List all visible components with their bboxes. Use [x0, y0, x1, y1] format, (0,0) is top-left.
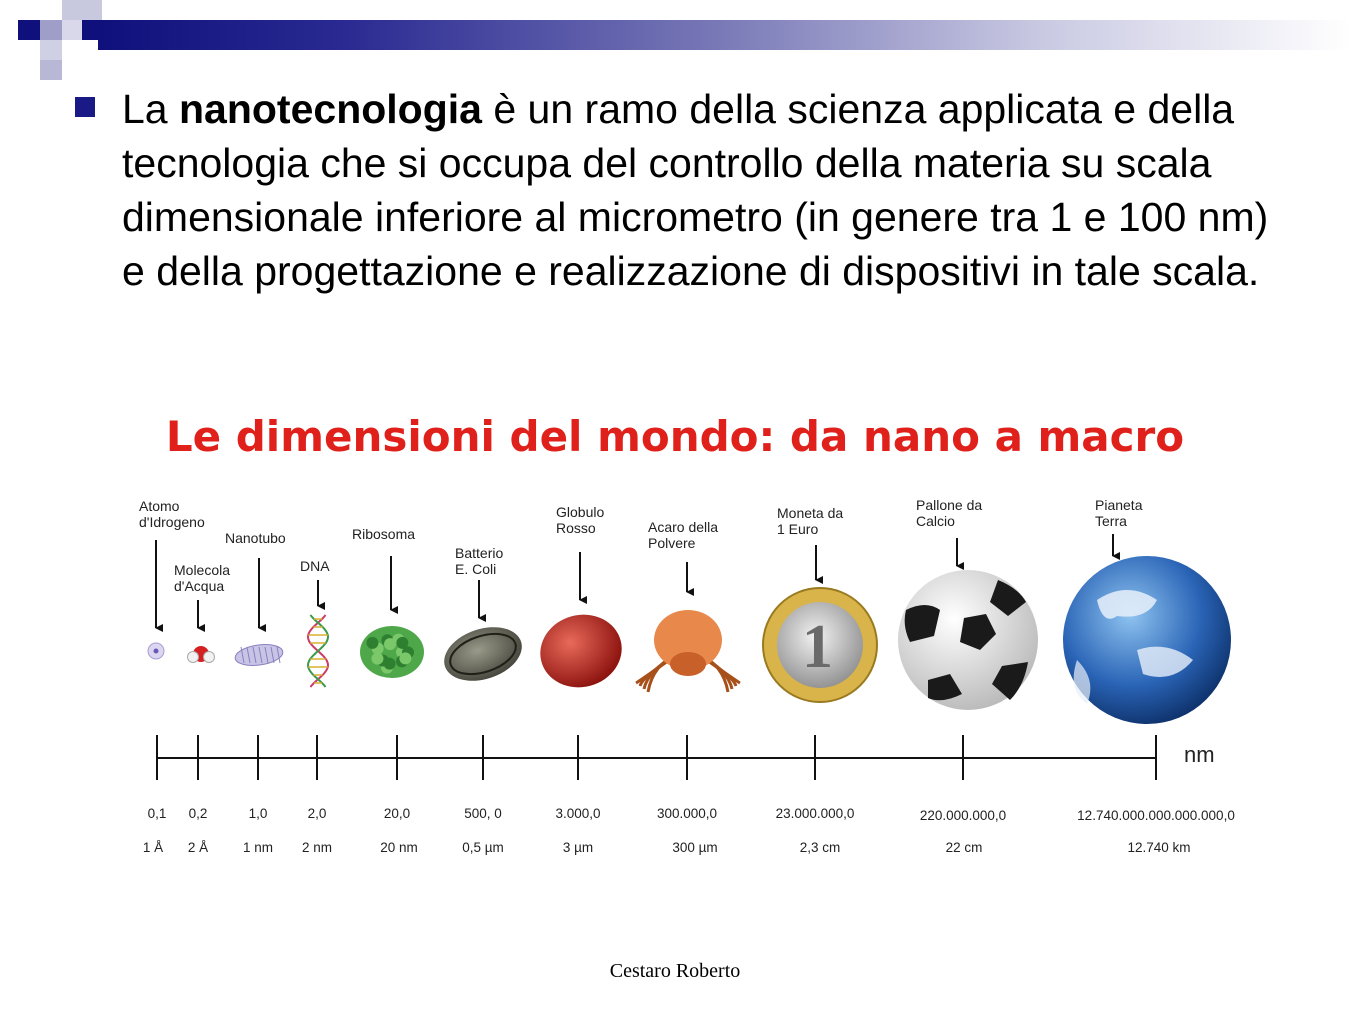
- euro-coin-icon: [763, 588, 877, 702]
- ribosome-icon: [360, 626, 424, 678]
- item-label: Ribosoma: [352, 526, 416, 542]
- scale-value: 500, 0: [464, 806, 502, 821]
- item-label: Pallone da Calcio: [916, 497, 983, 529]
- scale-value: 23.000.000,0: [775, 806, 855, 821]
- scale-value: 220.000.000,0: [919, 808, 1007, 823]
- red-blood-cell-icon: [532, 606, 630, 697]
- dna-icon: [308, 615, 328, 687]
- svg-text:1: 1: [802, 613, 833, 681]
- item-label: Pianeta Terra: [1095, 497, 1143, 529]
- dust-mite-icon: [636, 610, 740, 692]
- nanotube-icon: [234, 642, 284, 668]
- item-label: Atomo d'Idrogeno: [139, 498, 205, 530]
- scale-unit: 12.740 km: [1127, 840, 1191, 855]
- scale-unit: 300 µm: [672, 840, 718, 855]
- axis-unit-label: nm: [1184, 742, 1215, 767]
- diagram-title: Le dimensioni del mondo: da nano a macro: [165, 412, 1185, 461]
- scale-value: 300.000,0: [656, 806, 718, 821]
- item-label: Batterio E. Coli: [455, 545, 504, 577]
- scale-unit: 1 Å: [142, 840, 164, 855]
- item-label: Nanotubo: [225, 530, 286, 546]
- hydrogen-atom-icon: [148, 643, 164, 659]
- scale-unit: 3 µm: [562, 840, 594, 855]
- item-label: DNA: [300, 558, 330, 574]
- water-molecule-icon: [188, 646, 215, 663]
- scale-value: 0,2: [188, 806, 208, 821]
- soccer-ball-icon: [898, 570, 1038, 710]
- item-label: Globulo Rosso: [556, 504, 605, 536]
- scale-unit: 2,3 cm: [799, 840, 841, 855]
- scale-value: 3.000,0: [555, 806, 601, 821]
- bacterium-icon: [437, 618, 529, 690]
- scale-value: 2,0: [307, 806, 327, 821]
- earth-icon: [1063, 556, 1231, 724]
- footer-author: Cestaro Roberto: [609, 960, 741, 982]
- bullet-paragraph: La nanotecnologia è un ramo della scienza applicata e della tecnologia che si occupa del controllo della materia su scala dimensionale inferiore al micrometro (in genere tra 1 e 100 nm) e della progettazione e realizzazione di dispositivi in tale scala.: [122, 86, 1269, 294]
- bullet-keyword: nanotecnologia: [179, 86, 482, 132]
- item-label: Molecola d'Acqua: [174, 562, 231, 594]
- scale-unit: 2 Å: [187, 840, 209, 855]
- scale-unit: 20 nm: [380, 840, 418, 855]
- scale-value: 12.740.000.000.000.000,0: [1077, 808, 1235, 823]
- scale-value: 20,0: [383, 806, 411, 821]
- scale-value: 0,1: [147, 806, 167, 821]
- item-label: Moneta da 1 Euro: [777, 505, 844, 537]
- scale-unit: 22 cm: [945, 840, 983, 855]
- scale-unit: 1 nm: [242, 840, 274, 855]
- scale-unit: 0,5 µm: [462, 840, 504, 855]
- scale-value: 1,0: [248, 806, 268, 821]
- item-label: Acaro della Polvere: [648, 519, 719, 551]
- scale-unit: 2 nm: [301, 840, 333, 855]
